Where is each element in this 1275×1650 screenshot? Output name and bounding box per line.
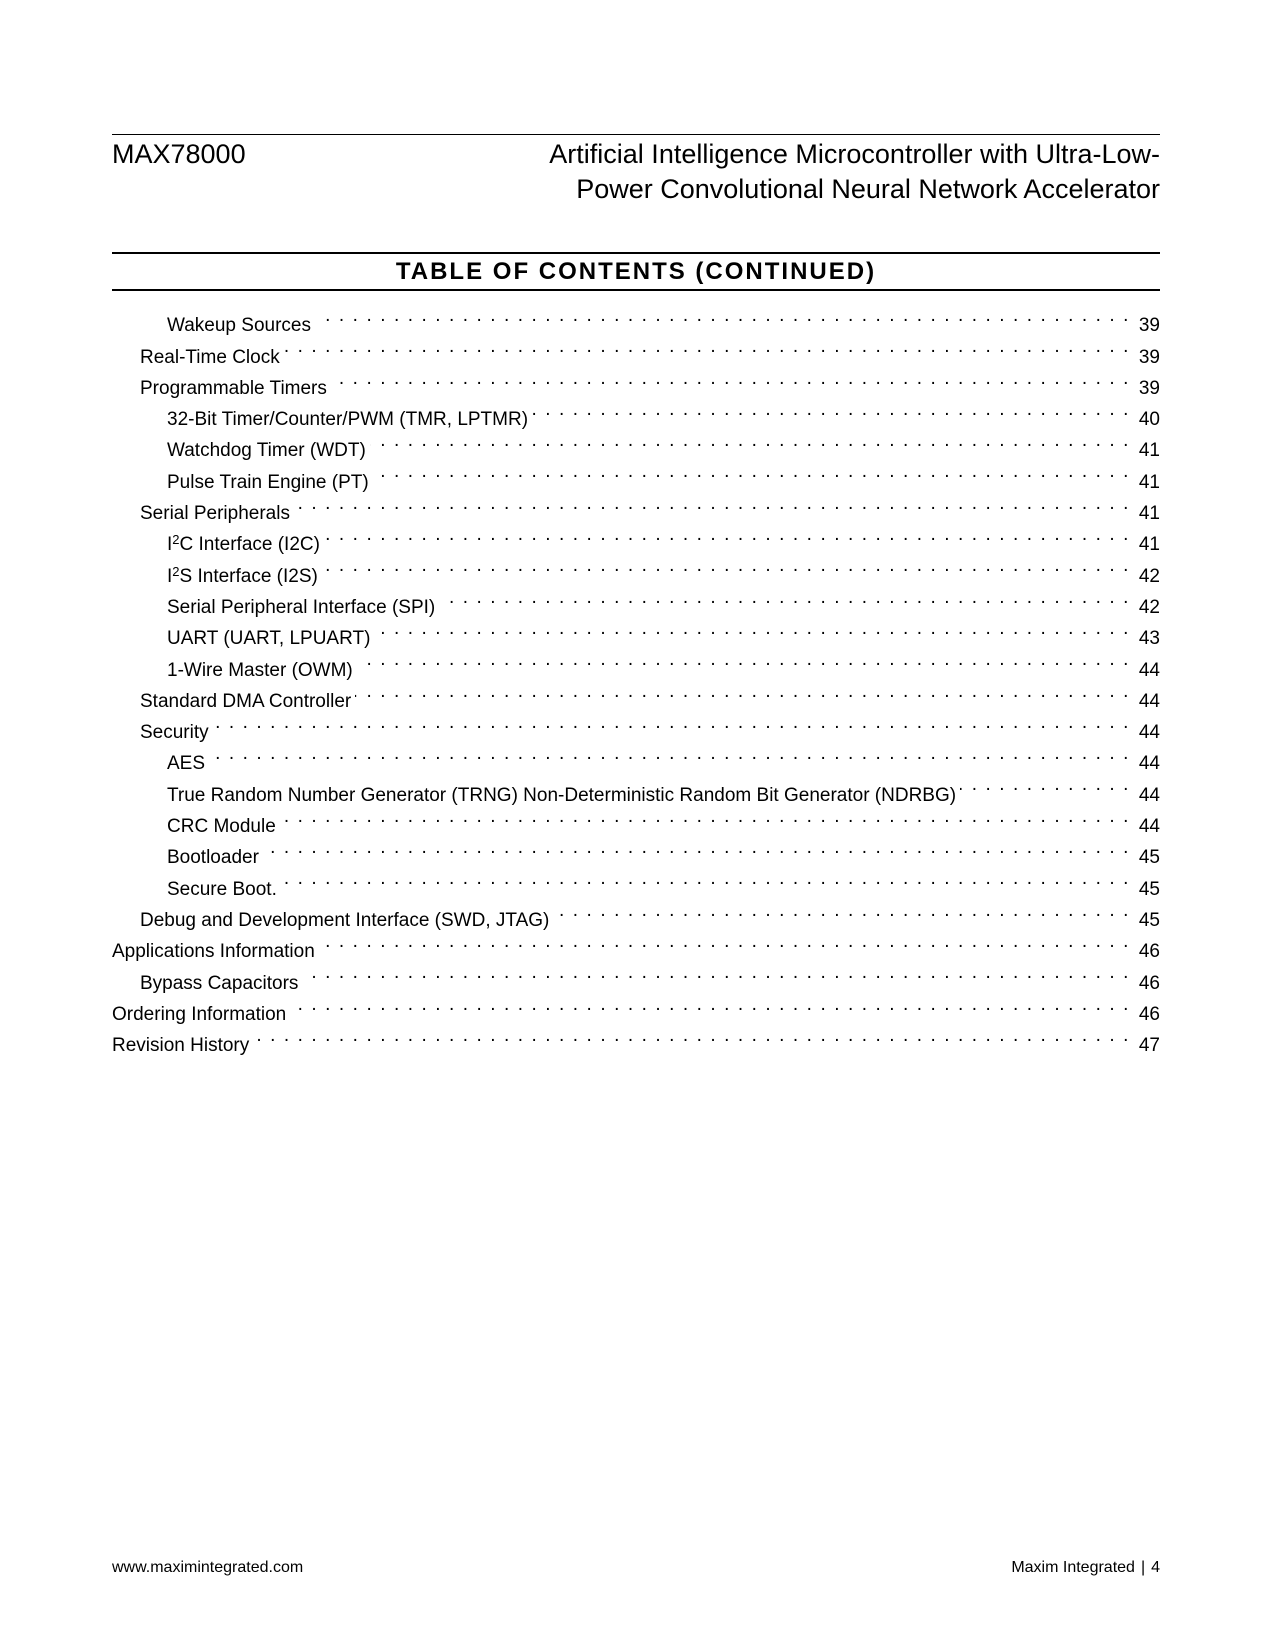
toc-entry-label-prefix: I [167, 534, 173, 556]
toc-list [112, 300, 1160, 1057]
toc-entry-page-number: 44 [1138, 784, 1160, 806]
toc-dot-leader [532, 394, 1130, 425]
footer-url[interactable]: www.maximintegrated.com [112, 1559, 304, 1576]
toc-entry-page-number: 43 [1138, 628, 1160, 650]
toc-entry-page-number: 41 [1138, 534, 1160, 556]
toc-entry-page-number: 46 [1138, 941, 1160, 963]
toc-entry-page-number: 41 [1138, 503, 1160, 525]
toc-entry-page-number: 45 [1138, 909, 1160, 931]
document-title-line-2: Power Convolutional Neural Network Accelerator [576, 174, 1160, 204]
part-number: MAX78000 [112, 139, 246, 169]
toc-dot-leader [553, 895, 1130, 926]
footer-page-info [1011, 1557, 1160, 1579]
toc-entry-label: Wakeup Sources [167, 315, 311, 337]
toc-entry-page-number: 47 [1138, 1035, 1160, 1057]
toc-entry-page-number: 44 [1138, 659, 1160, 681]
toc-entry-label: Security [140, 722, 209, 744]
toc-dot-leader [322, 550, 1130, 581]
toc-entry-label: Serial Peripherals [140, 503, 290, 525]
toc-dot-leader [253, 1020, 1130, 1051]
toc-dot-leader [263, 832, 1130, 863]
toc-dot-leader [302, 957, 1130, 988]
toc-entry-label: Standard DMA Controller [140, 690, 352, 712]
toc-entry[interactable] [112, 769, 1160, 806]
document-title-line-1: Artificial Intelligence Microcontroller with Ultra-Low- [549, 139, 1160, 169]
toc-entry-page-number: 40 [1138, 409, 1160, 431]
toc-entry-page-number: 42 [1138, 596, 1160, 618]
toc-entry-label: UART (UART, LPUART) [167, 628, 371, 650]
toc-entry[interactable] [112, 832, 1160, 869]
toc-entry-page-number: 39 [1138, 315, 1160, 337]
toc-entry-page-number: 41 [1138, 440, 1160, 462]
toc-dot-leader [284, 331, 1130, 362]
toc-entry[interactable] [112, 300, 1160, 337]
toc-entry-label-superscript: 2 [172, 532, 180, 548]
toc-entry-label: Ordering Information [112, 1003, 287, 1025]
toc-entry-label: True Random Number Generator (TRNG) Non-Deterministic Random Bit Generator (NDRBG) [167, 784, 957, 806]
toc-entry-label: Applications Information [112, 941, 315, 963]
toc-entry-label: 1-Wire Master (OWM) [167, 659, 353, 681]
footer-company: Maxim Integrated [1011, 1559, 1135, 1576]
toc-entry-label: Programmable Timers [140, 377, 327, 399]
toc-entry-label-superscript: 2 [172, 563, 180, 579]
toc-entry-label: Debug and Development Interface (SWD, JTAG) [140, 909, 550, 931]
toc-entry-label: Watchdog Timer (WDT) [167, 440, 366, 462]
toc-entry-page-number: 46 [1138, 972, 1160, 994]
toc-dot-leader [290, 989, 1130, 1020]
toc-dot-leader [294, 488, 1130, 519]
toc-entry-page-number: 44 [1138, 722, 1160, 744]
toc-entry-page-number: 39 [1138, 377, 1160, 399]
toc-entry-label: Pulse Train Engine (PT) [167, 471, 369, 493]
toc-dot-leader [374, 613, 1130, 644]
toc-dot-leader [960, 769, 1130, 800]
toc-entry-label-prefix: I [167, 565, 173, 587]
toc-dot-leader [315, 300, 1130, 331]
toc-dot-leader [324, 519, 1130, 550]
toc-entry-label [167, 561, 322, 592]
footer-page-number: 4 [1151, 1559, 1160, 1576]
toc-entry-label-suffix: S Interface (I2S) [179, 565, 318, 587]
toc-entry-page-number: 41 [1138, 471, 1160, 493]
toc-entry-page-number: 46 [1138, 1003, 1160, 1025]
toc-entry[interactable] [112, 707, 1160, 744]
toc-entry-page-number: 39 [1138, 346, 1160, 368]
toc-entry-label: Secure Boot. [167, 878, 277, 900]
toc-dot-leader [213, 707, 1130, 738]
toc-dot-leader [331, 363, 1130, 394]
document-title [549, 137, 1160, 207]
toc-dot-leader [209, 738, 1130, 769]
toc-entry-page-number: 44 [1138, 690, 1160, 712]
toc-entry-label: 32-Bit Timer/Counter/PWM (TMR, LPTMR) [167, 409, 529, 431]
toc-entry-label-suffix: C Interface (I2C) [179, 534, 320, 556]
toc-entry-label: Real-Time Clock [140, 346, 280, 368]
toc-dot-leader [370, 425, 1130, 456]
page-header [112, 134, 1160, 204]
toc-dot-leader [355, 676, 1130, 707]
toc-entry[interactable] [112, 1020, 1160, 1057]
toc-dot-leader [439, 582, 1130, 613]
toc-entry-label: Bootloader [167, 847, 259, 869]
toc-dot-leader [280, 801, 1130, 832]
toc-entry-page-number: 44 [1138, 753, 1160, 775]
toc-entry-label: Serial Peripheral Interface (SPI) [167, 596, 436, 618]
toc-entry-label: Revision History [112, 1035, 250, 1057]
toc-entry-label: Bypass Capacitors [140, 972, 299, 994]
toc-entry-page-number: 45 [1138, 847, 1160, 869]
toc-entry-label: AES [167, 753, 206, 775]
toc-entry-page-number: 45 [1138, 878, 1160, 900]
footer-separator: | [1140, 1559, 1146, 1576]
toc-entry-page-number: 42 [1138, 565, 1160, 587]
toc-entry[interactable] [112, 863, 1160, 900]
toc-entry[interactable] [112, 738, 1160, 775]
toc-dot-leader [373, 456, 1130, 487]
toc-entry-label [167, 529, 324, 560]
toc-dot-leader [319, 926, 1130, 957]
toc-entry-label: CRC Module [167, 816, 276, 838]
toc-dot-leader [281, 863, 1130, 894]
toc-entry-page-number: 44 [1138, 816, 1160, 838]
toc-dot-leader [357, 644, 1130, 675]
toc-heading: TABLE OF CONTENTS (CONTINUED) [112, 252, 1160, 291]
